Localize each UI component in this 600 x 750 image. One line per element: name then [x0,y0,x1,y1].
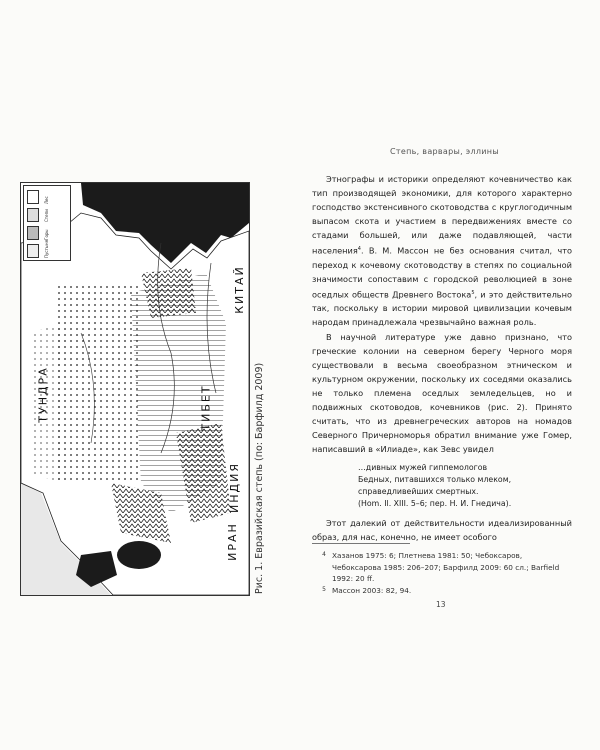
footnote-5-text: Массон 2003: 82, 94. [332,585,412,595]
legend-swatch-mountains [27,226,39,240]
region-label-tibet: ТИБЕТ [199,384,213,431]
region-label-india: ИНДИЯ [227,462,241,513]
paragraph-1-cont: . В. М. Массон не без основания считал, что переход к кочевому скотоводству в степях по социальной значимости сопоставим с городской революцией в зоне оседлых обществ Древнего Востока [312,245,572,300]
running-head: Степь, варвары, эллины [390,147,499,156]
legend-label-steppe: Степи [44,209,49,222]
verse-quote [358,462,572,510]
footnote-ref-5[interactable]: 5 [471,289,475,296]
region-label-china: КИТАЙ [232,265,246,314]
map-legend [23,185,71,261]
legend-swatch-desert [27,244,39,258]
paragraph-2: В научной литературе уже давно признано, что греческие колонии на северном берегу Черного моря существовали в весьма своеобразном этническом и культурном окружении, поскольку их соседями оказались не только племена оседлых земледельцев, но и подвижных скотоводов, кочевников (рис. 2). Принято считать, что из древнегреческих авторов на номадов Северного Причерноморья обратил внимание уже Гомер, написавший в «Илиаде», как Зевс увидел [312,332,572,455]
footnote-4 [312,550,572,585]
footnotes [312,543,572,596]
region-label-tundra: ТУНДРА [36,366,50,423]
body-text [312,172,572,544]
footnote-4-number: 4 [322,551,326,558]
footnote-5-number: 5 [322,585,326,593]
legend-swatch-forest [27,190,39,204]
footnote-ref-4[interactable]: 4 [357,246,361,252]
figure-caption: Рис. 1. Евразийская степь (по: Барфилд 2009) [254,362,265,594]
footnote-5 [312,585,572,597]
region-label-iran: ИРАН [225,522,239,561]
paragraph-3: Этот далекий от действительности идеализированный образ, для нас, конечно, не имеет особого [312,518,572,543]
footnote-4-text: Хазанов 1975: 6; Плетнева 1981: 50; Чебоксаров, Чебоксарова 1985: 206–207; Барфилд 2009: 60 сл.; Barfield 1992: 20 ff. [332,551,560,583]
verse-citation: (Hom. Il. XIII. 5–6; пер. Н. И. Гнедича). [358,499,512,509]
legend-swatch-steppe [27,208,39,222]
verse-line-1: …дивных мужей гиппемологов [358,463,488,473]
legend-label-forest: Лес [44,196,49,204]
paragraph-1 [312,172,572,329]
paragraph-1-text: Этнографы и историки определяют кочевничество как тип производящей экономики, для которого характерно господство экстенсивного скотоводства с круглогодичным выпасом скота и участием в передвижениях вместе со стадами большей, или даже подавляющей, части населения [312,174,572,256]
verse-line-3: справедливейших смертных. [358,487,479,497]
page-number: 13 [436,600,446,609]
verse-line-2: Бедных, питавшихся только млеком, [358,475,512,485]
legend-label-mountains: Горы [44,229,49,240]
figure-map [20,182,250,596]
footnote-rule [312,543,410,544]
legend-label-desert: Пустыня [44,239,49,258]
paragraph-1-end: , и это действительно так, поскольку в истории мировой цивилизации кочевым народам принадлежала чрезвычайно важная роль. [312,289,572,328]
